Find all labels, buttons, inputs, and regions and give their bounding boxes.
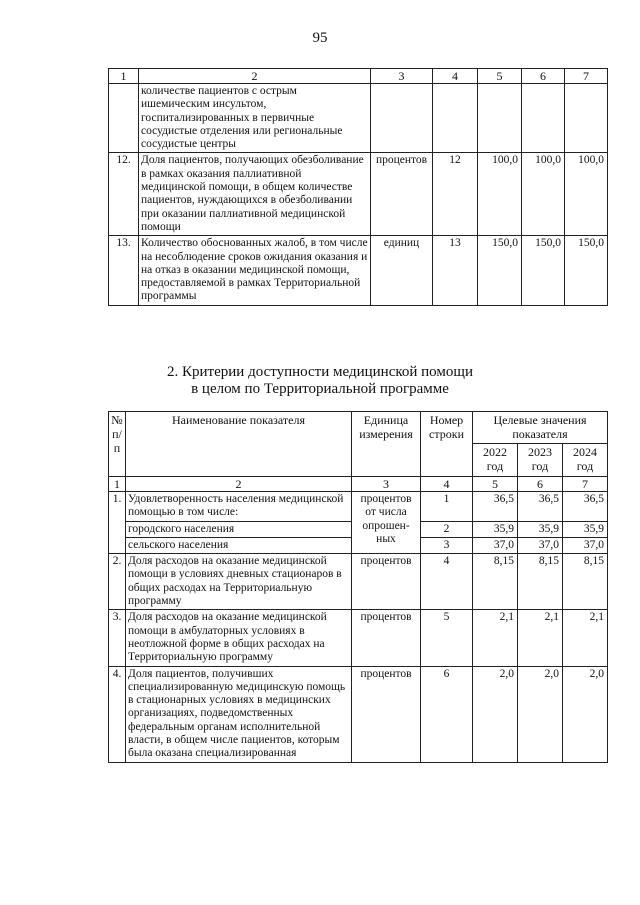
table-row [109,153,608,236]
value-2023: 2,1 [518,610,563,666]
line-number: 5 [421,610,473,666]
value-2023: 36,5 [518,492,563,522]
col-index: 7 [563,477,608,492]
table-row [109,554,608,610]
column-index-row [109,477,608,492]
col-index: 7 [565,69,608,84]
line-number: 12 [433,153,478,236]
row-number: 13. [109,236,139,305]
table-row [109,236,608,305]
line-number: 3 [421,537,473,553]
line-number: 13 [433,236,478,305]
col-index: 6 [522,69,565,84]
page-number: 95 [312,30,328,46]
row-number: 4. [109,666,126,762]
indicator-name: Доля пациентов, получающих обезболивание в рамках оказания паллиативной медицинской помощи, в общем количестве пациентов, нуждающихся в обезболивании при оказании паллиативной медицинской помощи [139,153,371,236]
indicator-name: Количество обоснованных жалоб, в том числе на несоблюдение сроков ожидания оказания и на отказ в оказании медицинской помощи, предоставляемой в рамках Территориальной программы [139,236,371,305]
col-index: 5 [478,69,522,84]
indicator-name: городского населения [126,521,352,537]
unit: процентов [371,153,433,236]
accessibility-criteria-table [108,411,608,763]
indicator-name: количестве пациентов с острым ишемическим инсультом, госпитализированных в первичные сосудистые отделения или региональные сосудистые центры [139,84,371,153]
header-2023: 2023 год [518,444,563,477]
value-2023: 150,0 [522,236,565,305]
indicator-name: Доля пациентов, получивших специализированную медицинскую помощь в стационарных условиях в медицинских организациях, подведомственных федеральным органам исполнительной власти, в общем числе пациентов, которым была оказана специализированная [126,666,352,762]
line-number: 1 [421,492,473,522]
indicator-name: сельского населения [126,537,352,553]
unit: процентов [352,666,421,762]
header-unit: Единица измерения [352,412,421,477]
value-2023: 8,15 [518,554,563,610]
value-2024: 2,0 [563,666,608,762]
row-number: 12. [109,153,139,236]
section-title [0,364,640,398]
indicator-name: Доля расходов на оказание медицинской помощи в амбулаторных условиях в неотложной форме в общих расходах на Территориальную программу [126,610,352,666]
value-2023: 100,0 [522,153,565,236]
col-index: 1 [109,69,139,84]
line-number: 4 [421,554,473,610]
value-2024: 150,0 [565,236,608,305]
unit: процентов [352,610,421,666]
indicator-name: Удовлетворенность населения медицинской помощью в том числе: [126,492,352,522]
line-number: 2 [421,521,473,537]
header-2022: 2022 год [473,444,518,477]
header-line: Номер строки [421,412,473,477]
col-index: 4 [433,69,478,84]
col-index: 3 [352,477,421,492]
value-2024: 37,0 [563,537,608,553]
value-2022: 37,0 [473,537,518,553]
column-index-row [109,69,608,84]
value-2022: 150,0 [478,236,522,305]
col-index: 5 [473,477,518,492]
col-index: 2 [126,477,352,492]
value-2024: 36,5 [563,492,608,522]
header-target: Целевые значения показателя [473,412,608,444]
value-2023: 37,0 [518,537,563,553]
value-2022: 2,0 [473,666,518,762]
value-2022: 100,0 [478,153,522,236]
col-index: 6 [518,477,563,492]
value-2024: 8,15 [563,554,608,610]
table-row [109,492,608,522]
table-row-continued [109,84,608,153]
header-no: № п/п [109,412,126,477]
unit: процентов от числа опрошен-ных [352,492,421,554]
table-row [109,666,608,762]
value-2022: 2,1 [473,610,518,666]
value-2023: 35,9 [518,521,563,537]
col-index: 4 [421,477,473,492]
header-name: Наименование показателя [126,412,352,477]
col-index: 2 [139,69,371,84]
unit: единиц [371,236,433,305]
header-2024: 2024 год [563,444,608,477]
value-2023: 2,0 [518,666,563,762]
table-continued [108,68,608,306]
value-2022: 35,9 [473,521,518,537]
value-2024: 2,1 [563,610,608,666]
unit: процентов [352,554,421,610]
header-row [109,412,608,444]
section-title-line2: в целом по Территориальной программе [191,381,449,397]
value-2024: 100,0 [565,153,608,236]
col-index: 1 [109,477,126,492]
value-2024: 35,9 [563,521,608,537]
value-2022: 8,15 [473,554,518,610]
section-title-line1: 2. Критерии доступности медицинской помощи [167,364,473,380]
indicator-name: Доля расходов на оказание медицинской помощи в условиях дневных стационаров в общих расходах на Территориальную программу [126,554,352,610]
row-number: 3. [109,610,126,666]
line-number: 6 [421,666,473,762]
value-2022: 36,5 [473,492,518,522]
row-number: 1. [109,492,126,554]
col-index: 3 [371,69,433,84]
row-number: 2. [109,554,126,610]
table-row [109,610,608,666]
